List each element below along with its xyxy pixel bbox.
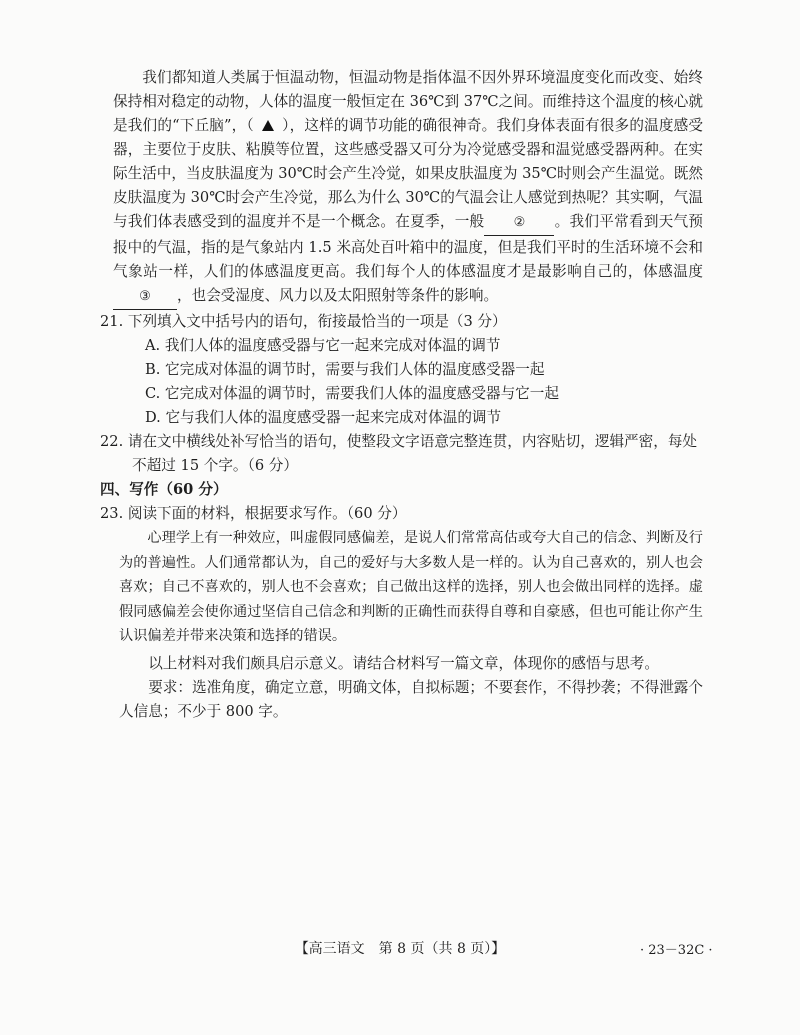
writing-prompt: 以上材料对我们颇具启示意义。请结合材料写一篇文章，体现你的感悟与思考。 xyxy=(148,654,659,672)
blank-3-number: ③ xyxy=(139,289,151,304)
passage-text-4: ，也会受湿度、风力以及太阳照射等条件的影响。 xyxy=(177,287,499,304)
blank-3 xyxy=(113,284,177,310)
passage-text-2: ），这样的调节功能的确很神奇。我们身体表面有很多的温度感受器，主要位于皮肤、粘膜等位置，这些感受器又可分为冷觉感受器和温觉感受器两种。在实际生活中，当皮肤温度为 30℃时会产生冷觉，如果皮肤温度为 35℃时则会产生温觉。既然皮肤温度为 30℃时会产生冷觉，那么为什么 30℃的气温会让人感觉到热呢？其实啊，气温与我们体表感受到的温度并不是一个概念。在夏季，一般 xyxy=(113,117,703,230)
question-21-option-c: C. 它完成对体温的调节时，需要我们人体的温度感受器与它一起 xyxy=(145,385,559,402)
question-23-stem: 23. 阅读下面的材料，根据要求写作。（60 分） xyxy=(100,505,407,522)
writing-requirements: 要求：选准角度，确定立意，明确文体，自拟标题；不要套作，不得抄袭；不得泄露个人信息；不少于 800 字。 xyxy=(119,678,703,720)
question-21-option-d: D. 它与我们人体的温度感受器一起来完成对体温的调节 xyxy=(145,409,502,426)
footer-page-info: 【高三语文 第 8 页（共 8 页）】 xyxy=(294,941,506,957)
section-4-heading: 四、写作（60 分） xyxy=(100,481,228,498)
reading-passage xyxy=(113,66,703,310)
writing-material: 心理学上有一种效应，叫虚假同感偏差，是说人们常常高估或夸大自己的信念、判断及行为的普遍性。人们通常都认为，自己的爱好与大多数人是一样的。认为自己喜欢的，别人也会喜欢；自己不喜欢的，别人也不会喜欢；自己做出这样的选择，别人也会做出同样的选择。虚假同感偏差会使你通过坚信自己信念和判断的正确性而获得自尊和自豪感，但也可能让你产生认识偏差并带来决策和选择的错误。 xyxy=(119,530,703,644)
question-22-stem: 22. 请在文中横线处补写恰当的语句，使整段文字语意完整连贯，内容贴切，逻辑严密，每处不超过 15 个字。（6 分） xyxy=(100,433,698,474)
page-content xyxy=(100,66,703,724)
blank-2 xyxy=(484,210,554,236)
question-21-option-a: A. 我们人体的温度感受器与它一起来完成对体温的调节 xyxy=(145,337,501,354)
passage-text-1: 我们都知道人类属于恒温动物，恒温动物是指体温不因外界环境温度变化而改变、始终保持相对稳定的动物，人体的温度一般恒定在 36℃到 37℃之间。而维持这个温度的核心就是我们的“下丘脑”，（ xyxy=(113,69,703,134)
triangle-marker-icon xyxy=(262,120,274,131)
footer-exam-code: · 23－32C · xyxy=(640,943,713,958)
blank-2-number: ② xyxy=(513,215,526,230)
question-21-option-b: B. 它完成对体温的调节时，需要与我们人体的温度感受器一起 xyxy=(145,361,545,378)
passage-text-3: 。我们平常看到天气预报中的气温，指的是气象站内 1.5 米高处百叶箱中的温度，但是我们平时的生活环境不会和气象站一样，人们的体感温度更高。我们每个人的体感温度才是最影响自己的，体感温度 xyxy=(113,213,703,280)
question-21-stem: 21. 下列填入文中括号内的语句，衔接最恰当的一项是（3 分） xyxy=(100,313,507,330)
